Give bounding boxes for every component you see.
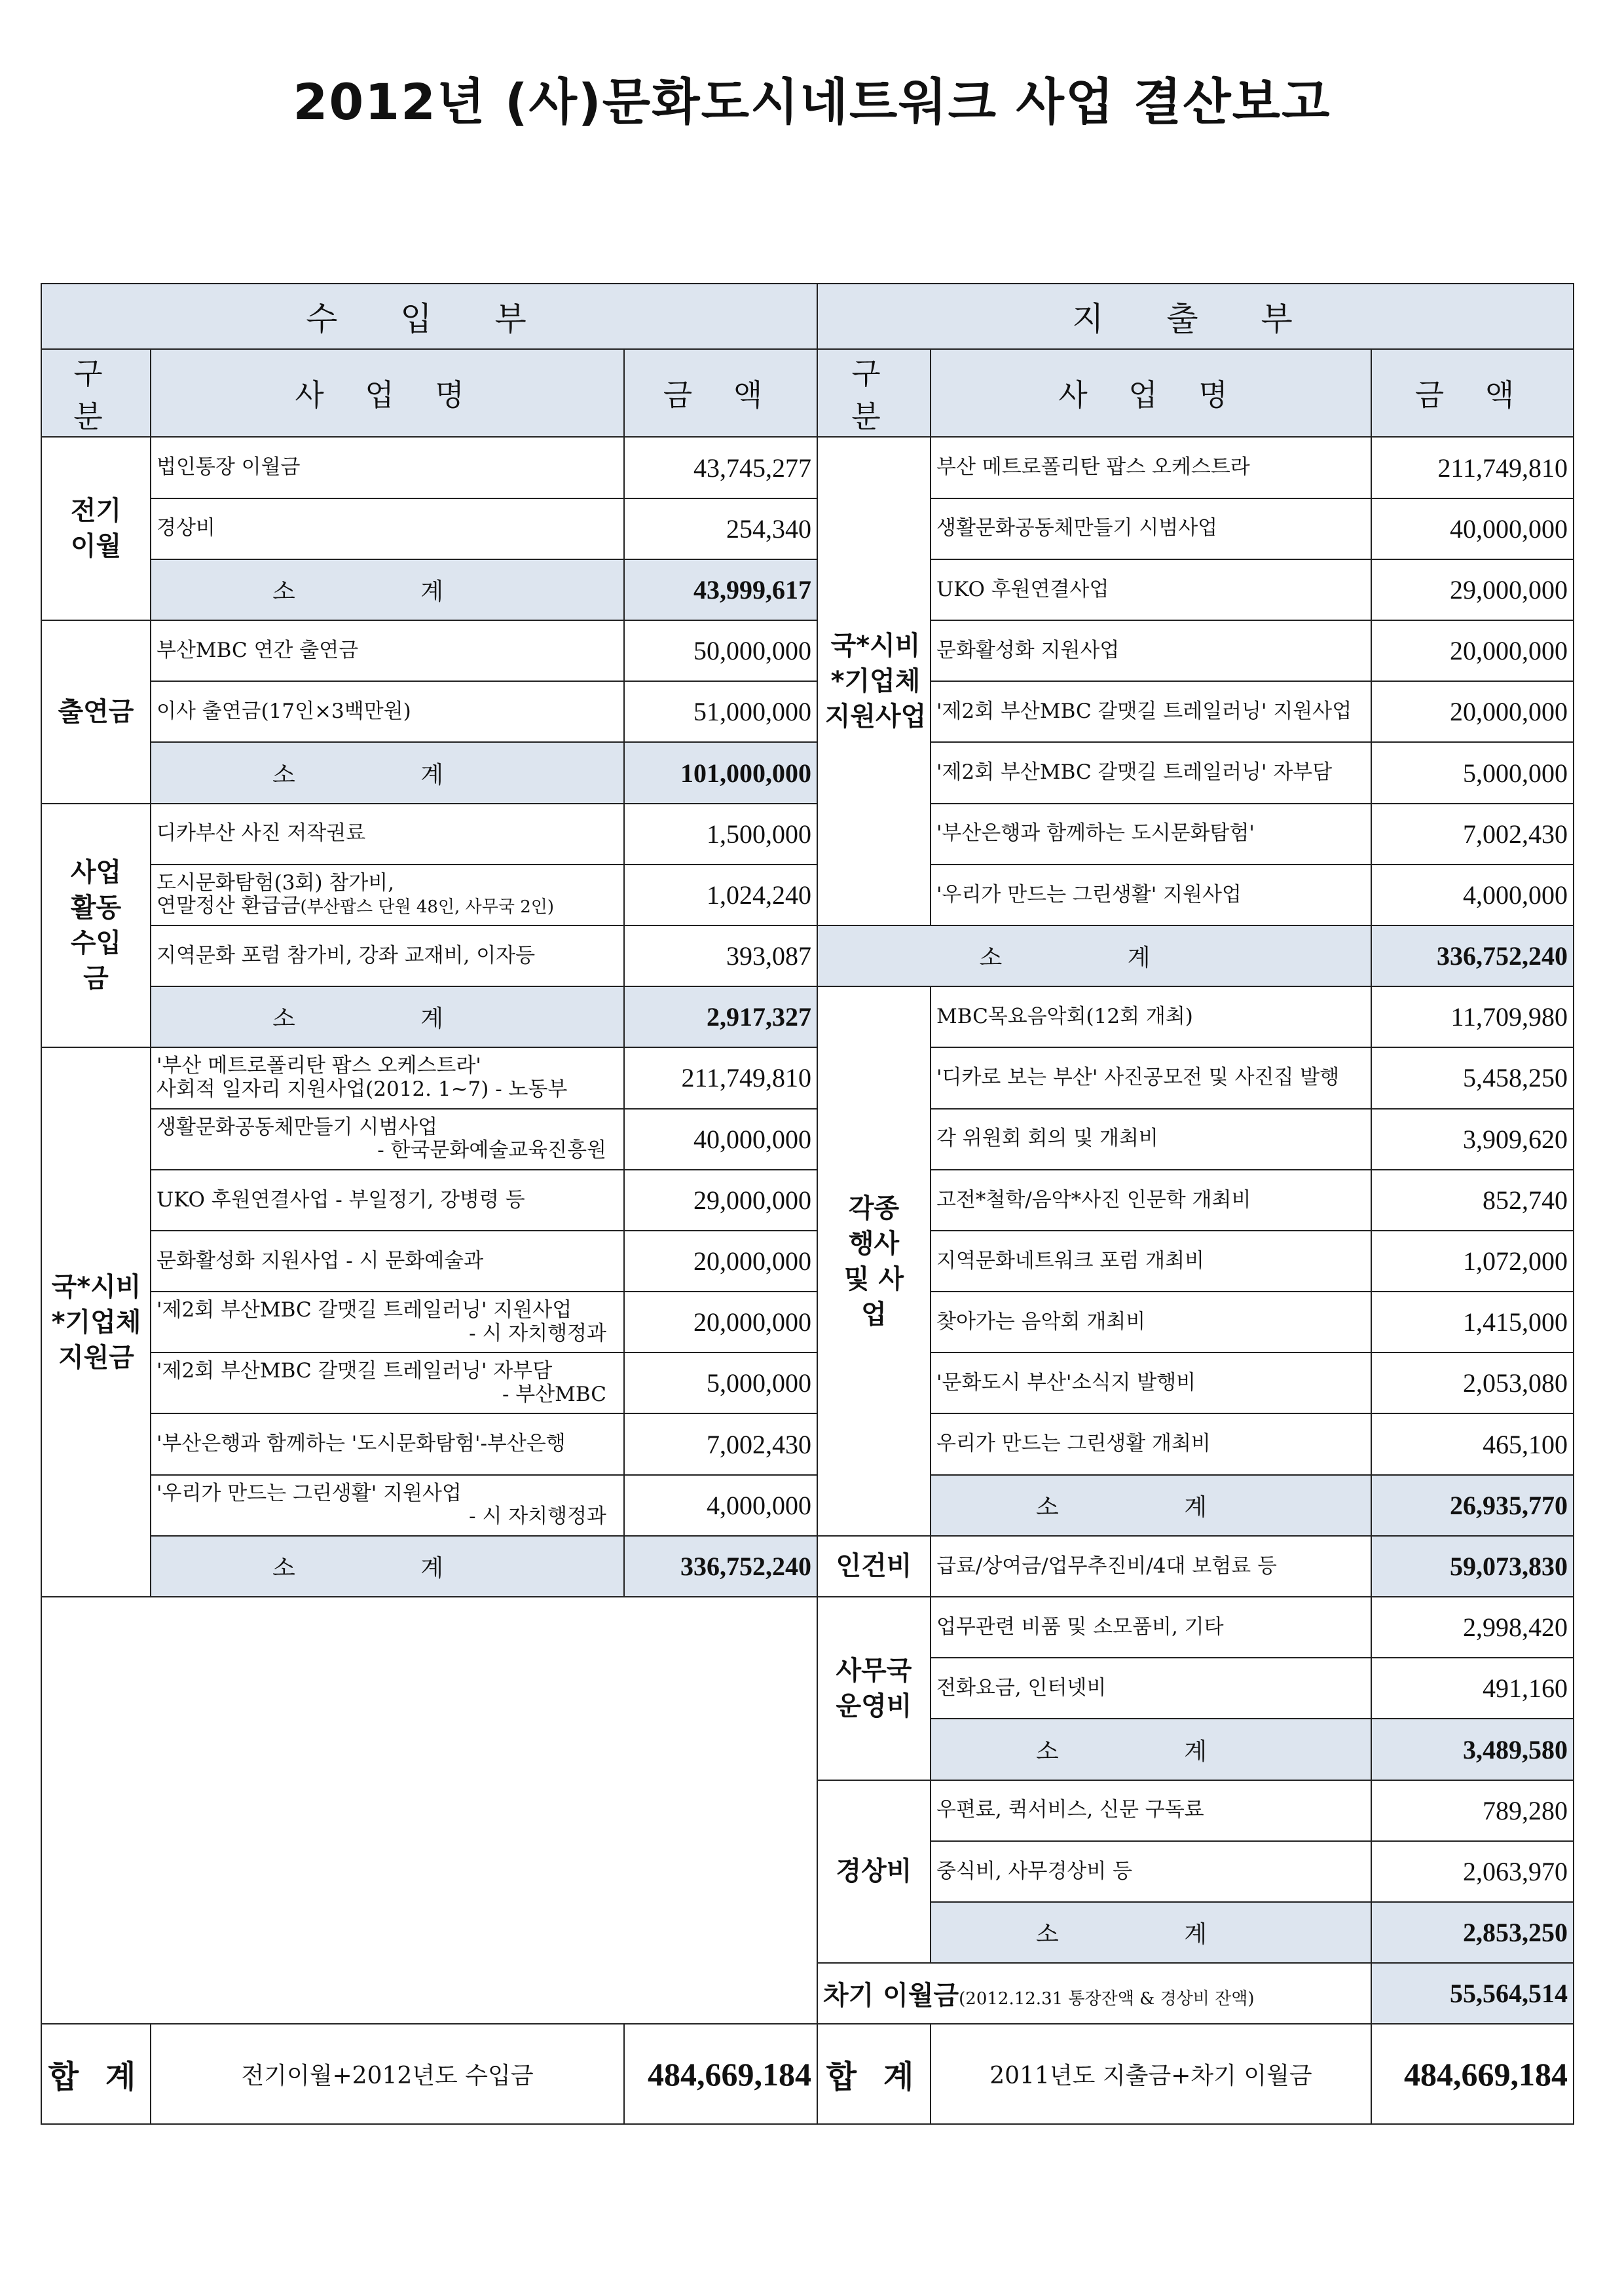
income-item: 지역문화 포럼 참가비, 강좌 교재비, 이자등 [151, 925, 624, 986]
expense-project-header: 사 업 명 [931, 349, 1371, 437]
income-project-header: 사 업 명 [151, 349, 624, 437]
expense-amount: 29,000,000 [1371, 559, 1574, 620]
expense-subtotal-label: 소 계 [817, 925, 1371, 986]
income-item-note: (부산팝스 단원 48인, 사무국 2인) [300, 897, 554, 918]
income-amount: 50,000,000 [624, 620, 817, 681]
income-blank-area [41, 1597, 817, 2024]
expense-category-events: 각종 행사 및 사업 [817, 986, 931, 1536]
expense-total-amount: 484,669,184 [1371, 2024, 1574, 2124]
income-category-contribution: 출연금 [41, 620, 151, 804]
income-subtotal-label: 소 계 [151, 986, 624, 1047]
income-item: 경상비 [151, 498, 624, 559]
income-item-line: - 시 자치행정과 [469, 1321, 606, 1345]
income-subtotal-label: 소 계 [151, 742, 624, 803]
expense-item: UKO 후원연결사업 [931, 559, 1371, 620]
expense-subtotal-amount: 336,752,240 [1371, 925, 1574, 986]
income-total-desc: 전기이월+2012년도 수입금 [151, 2024, 624, 2124]
expense-item: 찾아가는 음악회 개최비 [931, 1292, 1371, 1353]
expense-amount: 7,002,430 [1371, 804, 1574, 865]
income-amount: 7,002,430 [624, 1413, 817, 1474]
expense-item: '디카로 보는 부산' 사진공모전 및 사진집 발행 [931, 1047, 1371, 1108]
income-item-line: 도시문화탐험(3회) 참가비, [157, 870, 395, 895]
income-category-carryover: 전기 이월 [41, 437, 151, 620]
income-item [151, 865, 624, 925]
expense-amount: 40,000,000 [1371, 498, 1574, 559]
expense-amount: 789,280 [1371, 1780, 1574, 1841]
income-subtotal-amount: 43,999,617 [624, 559, 817, 620]
expense-amount: 20,000,000 [1371, 681, 1574, 742]
expense-item: 고전*철학/음악*사진 인문학 개최비 [931, 1170, 1371, 1231]
income-item: 문화활성화 지원사업 - 시 문화예술과 [151, 1231, 624, 1292]
expense-item: 전화요금, 인터넷비 [931, 1658, 1371, 1719]
expense-item: '제2회 부산MBC 갈맷길 트레일러닝' 자부담 [931, 742, 1371, 803]
expense-item: 우리가 만드는 그린생활 개최비 [931, 1413, 1371, 1474]
income-amount: 43,745,277 [624, 437, 817, 498]
expense-item: '문화도시 부산'소식지 발행비 [931, 1353, 1371, 1413]
income-amount-header: 금 액 [624, 349, 817, 437]
expense-personnel-amount: 59,073,830 [1371, 1536, 1574, 1597]
expense-item: MBC목요음악회(12회 개최) [931, 986, 1371, 1047]
income-amount: 1,500,000 [624, 804, 817, 865]
expense-amount: 491,160 [1371, 1658, 1574, 1719]
income-category-grants: 국*시비 *기업체 지원금 [41, 1047, 151, 1597]
income-item-line: '제2회 부산MBC 갈맷길 트레일러닝' 지원사업 [157, 1298, 572, 1322]
expense-item: '부산은행과 함께하는 도시문화탐험' [931, 804, 1371, 865]
expense-subtotal-amount: 3,489,580 [1371, 1719, 1574, 1780]
expense-item: 중식비, 사무경상비 등 [931, 1841, 1371, 1902]
carryforward-label: 차기 이월금 [823, 1981, 959, 2011]
expense-item: 업무관련 비품 및 소모품비, 기타 [931, 1597, 1371, 1658]
expense-category-personnel: 인건비 [817, 1536, 931, 1597]
income-item-line: '제2회 부산MBC 갈맷길 트레일러닝' 자부담 [157, 1359, 553, 1383]
expense-subtotal-label: 소 계 [931, 1719, 1371, 1780]
income-item-line: - 시 자치행정과 [469, 1504, 606, 1529]
income-amount: 393,087 [624, 925, 817, 986]
income-item-line: 연말정산 환급금 [157, 894, 301, 918]
income-item-line: - 부산MBC [502, 1382, 606, 1406]
expense-amount: 1,415,000 [1371, 1292, 1574, 1353]
expense-item: 급료/상여금/업무추진비/4대 보험료 등 [931, 1536, 1371, 1597]
expense-category-office: 사무국 운영비 [817, 1597, 931, 1780]
income-item: '부산은행과 함께하는 '도시문화탐험'-부산은행 [151, 1413, 624, 1474]
carryforward-note: (2012.12.31 통장잔액 & 경상비 잔액) [959, 1989, 1255, 2009]
income-amount: 4,000,000 [624, 1475, 817, 1536]
expense-carryforward [817, 1963, 1371, 2024]
expense-amount: 5,000,000 [1371, 742, 1574, 803]
expense-amount: 20,000,000 [1371, 620, 1574, 681]
expense-amount: 2,053,080 [1371, 1353, 1574, 1413]
expense-amount: 2,063,970 [1371, 1841, 1574, 1902]
income-amount: 40,000,000 [624, 1109, 817, 1170]
income-item [151, 1292, 624, 1353]
income-total-label: 합 계 [41, 2024, 151, 2124]
income-item-line: - 한국문화예술교육진흥원 [377, 1138, 606, 1163]
income-category-header: 구 분 [41, 349, 151, 437]
income-subtotal-label: 소 계 [151, 559, 624, 620]
expense-total-desc: 2011년도 지출금+차기 이월금 [931, 2024, 1371, 2124]
expense-category-support: 국*시비 *기업체 지원사업 [817, 437, 931, 925]
income-item [151, 1353, 624, 1413]
income-amount: 20,000,000 [624, 1292, 817, 1353]
income-amount: 254,340 [624, 498, 817, 559]
page-title: 2012년 (사)문화도시네트워크 사업 결산보고 [293, 73, 1331, 131]
expense-total-label: 합 계 [817, 2024, 931, 2124]
expense-amount: 11,709,980 [1371, 986, 1574, 1047]
income-item-line: '부산 메트로폴리탄 팝스 오케스트라' [157, 1054, 481, 1078]
expense-amount: 465,100 [1371, 1413, 1574, 1474]
income-item-line: '우리가 만드는 그린생활' 지원사업 [157, 1481, 462, 1505]
income-amount: 20,000,000 [624, 1231, 817, 1292]
income-item [151, 1047, 624, 1108]
expense-subtotal-amount: 26,935,770 [1371, 1475, 1574, 1536]
expense-subtotal-amount: 2,853,250 [1371, 1902, 1574, 1963]
expense-amount: 852,740 [1371, 1170, 1574, 1231]
income-item: 부산MBC 연간 출연금 [151, 620, 624, 681]
income-section-header: 수 입 부 [41, 284, 817, 349]
expense-item: 각 위원회 회의 및 개최비 [931, 1109, 1371, 1170]
income-subtotal-amount: 336,752,240 [624, 1536, 817, 1597]
income-amount: 1,024,240 [624, 865, 817, 925]
expense-item: 문화활성화 지원사업 [931, 620, 1371, 681]
expense-item: 생활문화공동체만들기 시범사업 [931, 498, 1371, 559]
expense-item: '제2회 부산MBC 갈맷길 트레일러닝' 지원사업 [931, 681, 1371, 742]
income-item: 이사 출연금(17인×3백만원) [151, 681, 624, 742]
expense-section-header: 지 출 부 [817, 284, 1574, 349]
expense-amount-header: 금 액 [1371, 349, 1574, 437]
income-item-line: 생활문화공동체만들기 시범사업 [157, 1115, 438, 1139]
income-subtotal-label: 소 계 [151, 1536, 624, 1597]
income-item [151, 1109, 624, 1170]
income-subtotal-amount: 101,000,000 [624, 742, 817, 803]
income-item-line: 사회적 일자리 지원사업(2012. 1~7) - 노동부 [157, 1077, 568, 1101]
income-item [151, 1475, 624, 1536]
expense-category-general: 경상비 [817, 1780, 931, 1964]
income-amount: 211,749,810 [624, 1047, 817, 1108]
expense-item: 부산 메트로폴리탄 팝스 오케스트라 [931, 437, 1371, 498]
expense-item: 우편료, 퀵서비스, 신문 구독료 [931, 1780, 1371, 1841]
income-amount: 29,000,000 [624, 1170, 817, 1231]
carryforward-amount: 55,564,514 [1371, 1963, 1574, 2024]
income-item: 디카부산 사진 저작권료 [151, 804, 624, 865]
income-amount: 5,000,000 [624, 1353, 817, 1413]
expense-amount: 1,072,000 [1371, 1231, 1574, 1292]
expense-item: 지역문화네트워크 포럼 개최비 [931, 1231, 1371, 1292]
income-item: UKO 후원연결사업 - 부일정기, 강병령 등 [151, 1170, 624, 1231]
income-total-amount: 484,669,184 [624, 2024, 817, 2124]
expense-item: '우리가 만드는 그린생활' 지원사업 [931, 865, 1371, 925]
expense-amount: 211,749,810 [1371, 437, 1574, 498]
expense-amount: 5,458,250 [1371, 1047, 1574, 1108]
income-category-business: 사업 활동 수입금 [41, 804, 151, 1048]
income-item: 법인통장 이월금 [151, 437, 624, 498]
income-subtotal-amount: 2,917,327 [624, 986, 817, 1047]
expense-amount: 3,909,620 [1371, 1109, 1574, 1170]
expense-amount: 2,998,420 [1371, 1597, 1574, 1658]
income-amount: 51,000,000 [624, 681, 817, 742]
settlement-table [41, 283, 1574, 2125]
expense-subtotal-label: 소 계 [931, 1902, 1371, 1963]
expense-subtotal-label: 소 계 [931, 1475, 1371, 1536]
expense-category-header: 구 분 [817, 349, 931, 437]
expense-amount: 4,000,000 [1371, 865, 1574, 925]
